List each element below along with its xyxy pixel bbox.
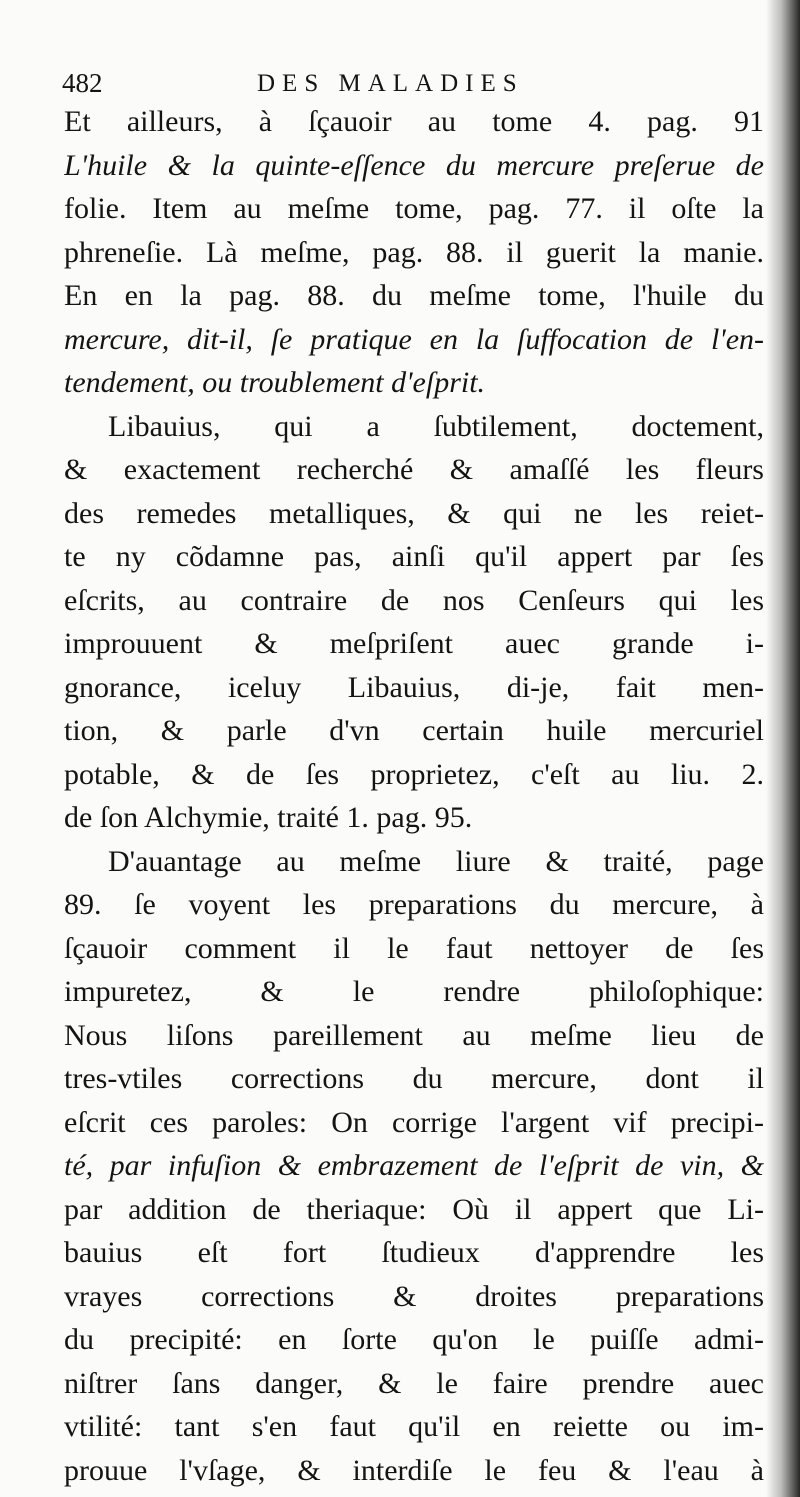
binding-shadow (766, 0, 800, 1497)
text-line: tion, & parle d'vn certain huile mercuriel (64, 714, 764, 747)
text-line: tendement, ou troublement d'eſprit. (64, 366, 486, 399)
body-text (64, 100, 764, 1492)
text-line: par addition de theriaque: Où il appert que Li- (64, 1192, 764, 1226)
running-head: DES MALADIES (257, 70, 524, 97)
text-line: 89. ſe voyent les preparations du mercure, à (64, 888, 764, 921)
text-line: vtilité: tant s'en faut qu'il en reiette ou im- (64, 1410, 764, 1443)
text-line: Nous liſons pareillement au meſme lieu de (64, 1018, 764, 1052)
text-line: potable, & de ſes proprietez, c'eſt au liu. 2. (64, 757, 764, 791)
text-line: vrayes corrections & droites preparations (64, 1279, 764, 1313)
text-line: te ny cõdamne pas, ainſi qu'il appert par ſes (64, 540, 764, 573)
text-line: D'auantage au meſme liure & traité, page (108, 844, 764, 878)
text-line: de ſon Alchymie, traité 1. pag. 95. (64, 801, 473, 834)
text-line: Libauius, qui a ſubtilement, doctement, (108, 409, 764, 443)
text-line: gnorance, iceluy Libauius, di-je, fait men- (64, 670, 764, 704)
text-line: tres-vtiles corrections du mercure, dont il (64, 1062, 764, 1095)
text-line: prouue l'vſage, & interdiſe le feu & l'eau à (64, 1453, 764, 1487)
text-line: phreneſie. Là meſme, pag. 88. il guerit la manie. (64, 235, 764, 269)
text-line: En en la pag. 88. du meſme tome, l'huile du (64, 279, 764, 312)
text-line: té, par infuſion & embrazement de l'eſprit de vin, & (64, 1149, 764, 1182)
text-line: L'huile & la quinte-eſſence du mercure preſerue de (64, 148, 764, 182)
text-line: du precipité: en ſorte qu'on le puiſſe admi- (64, 1323, 764, 1356)
text-line: ſçauoir comment il le faut nettoyer de ſes (64, 931, 764, 965)
text-line: mercure, dit-il, ſe pratique en la ſuffocation de l'en- (64, 322, 764, 356)
text-line: niſtrer ſans danger, & le faire prendre auec (64, 1366, 764, 1400)
page-number: 482 (62, 68, 103, 98)
text-line: folie. Item au meſme tome, pag. 77. il oſte la (64, 192, 764, 225)
text-line: des remedes metalliques, & qui ne les reiet- (64, 496, 764, 530)
text-line: bauius eſt fort ſtudieux d'apprendre les (64, 1236, 764, 1269)
text-line: Et ailleurs, à ſçauoir au tome 4. pag. 91 (64, 105, 764, 138)
text-line: eſcrit ces paroles: On corrige l'argent vif precipi- (64, 1105, 764, 1139)
text-line: impuretez, & le rendre philoſophique: (64, 975, 764, 1008)
text-line: & exactement recherché & amaſſé les fleurs (64, 453, 764, 486)
text-line: improuuent & meſpriſent auec grande i- (64, 627, 764, 660)
text-line: eſcrits, au contraire de nos Cenſeurs qui les (64, 583, 764, 617)
